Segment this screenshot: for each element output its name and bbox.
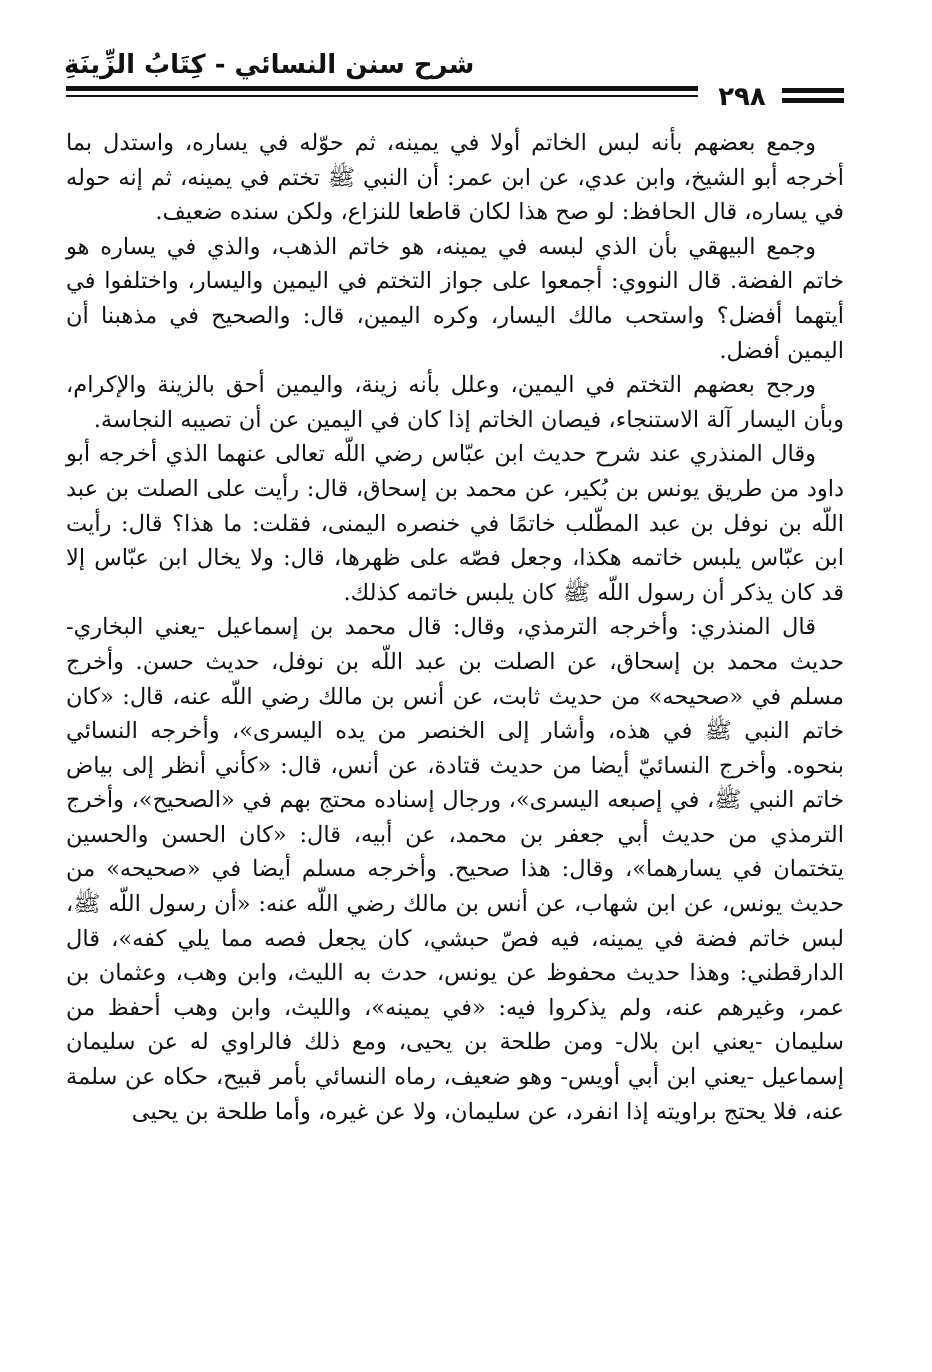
paragraph: ورجح بعضهم التختم في اليمين، وعلل بأنه زينة، واليمين أحق بالزينة والإكرام، وبأن اليسار آلة الاستنجاء، فيصان الخاتم إذا كان في اليمين عن أن تصيبه النجاسة. xyxy=(66,372,844,433)
body-text xyxy=(66,126,844,1129)
page-number: ٢٩٨ xyxy=(718,82,766,112)
running-title: شرح سنن النسائي - كِتَابُ الزِّينَةِ xyxy=(64,50,475,80)
header-rule-thin xyxy=(66,95,698,97)
page-number-rule-top xyxy=(782,88,844,93)
paragraph: وجمع بعضهم بأنه لبس الخاتم أولا في يمينه، ثم حوّله في يساره، واستدل بما أخرجه أبو الشيخ، وابن عدي، عن ابن عمر: أن النبي ﷺ تختم في يمينه، ثم إنه حوله في يساره، قال الحافظ: لو صح هذا لكان قاطعا للنزاع، ولكن سنده ضعيف. xyxy=(66,130,844,226)
page-number-rule-bottom xyxy=(782,98,844,103)
paragraph: وجمع البيهقي بأن الذي لبسه في يمينه، هو خاتم الذهب، والذي في يساره هو خاتم الفضة. قال النووي: أجمعوا على جواز التختم في اليمين واليسار، واختلفوا في أيتهما أفضل؟ واستحب مالك اليسار، وكره اليمين، قال: والصحيح في مذهبنا أن اليمين أفضل. xyxy=(66,233,844,364)
header-rule xyxy=(66,86,698,91)
paragraph: وقال المنذري عند شرح حديث ابن عبّاس رضي اللّه تعالى عنهما الذي أخرجه أبو داود من طريق يونس بن بُكير، عن محمد بن إسحاق، قال: رأيت على الصلت بن عبد اللّه بن نوفل بن عبد المطّلب خاتمًا في خنصره اليمنى، فقلت: ما هذا؟ قال: رأيت ابن عبّاس يلبس خاتمه هكذا، وجعل فصّه على ظهرها، قال: ولا يخال ابن عبّاس إلا قد كان يذكر أن رسول اللّه ﷺ كان يلبس خاتمه كذلك. xyxy=(66,441,844,606)
paragraph: قال المنذري: وأخرجه الترمذي، وقال: قال محمد بن إسماعيل -يعني البخاري- حديث محمد بن إسحاق، عن الصلت بن عبد اللّه بن نوفل، حديث حسن. وأخرج مسلم في «صحيحه» من حديث ثابت، عن أنس بن مالك رضي اللّه عنه، قال: «كان خاتم النبي ﷺ في هذه، وأشار إلى الخنصر من يده اليسرى»، وأخرجه النسائي بنحوه. وأخرج النسائيّ أيضا من حديث قتادة، عن أنس، قال: «كأني أنظر إلى بياض خاتم النبي ﷺ، في إصبعه اليسرى»، ورجال إسناده محتج بهم في «الصحيح»، وأخرج الترمذي من حديث أبي جعفر بن محمد، عن أبيه، قال: «كان الحسن والحسين يتختمان في يسارهما»، وقال: هذا صحيح. وأخرجه مسلم أيضا في «صحيحه» من حديث يونس، عن ابن شهاب، عن أنس بن مالك رضي اللّه عنه: «أن رسول اللّه ﷺ، لبس خاتم فضة في يمينه، فيه فصّ حبشي، كان يجعل فصه مما يلي كفه»، قال الدارقطني: وهذا حديث محفوظ عن يونس، حدث به الليث، وابن وهب، وعثمان بن عمر، وغيرهم عنه، ولم يذكروا فيه: «في يمينه»، والليث، وابن وهب أحفظ من سليمان -يعني ابن بلال- ومن طلحة بن يحيى، ومع ذلك فالراوي له عن سليمان إسماعيل -يعني ابن أبي أويس- وهو ضعيف، رماه النسائي بأمر قبيح، حكاه عن سلمة عنه، فلا يحتج براويته إذا انفرد، عن سليمان، ولا عن غيره، وأما طلحة بن يحيى xyxy=(66,614,844,1125)
